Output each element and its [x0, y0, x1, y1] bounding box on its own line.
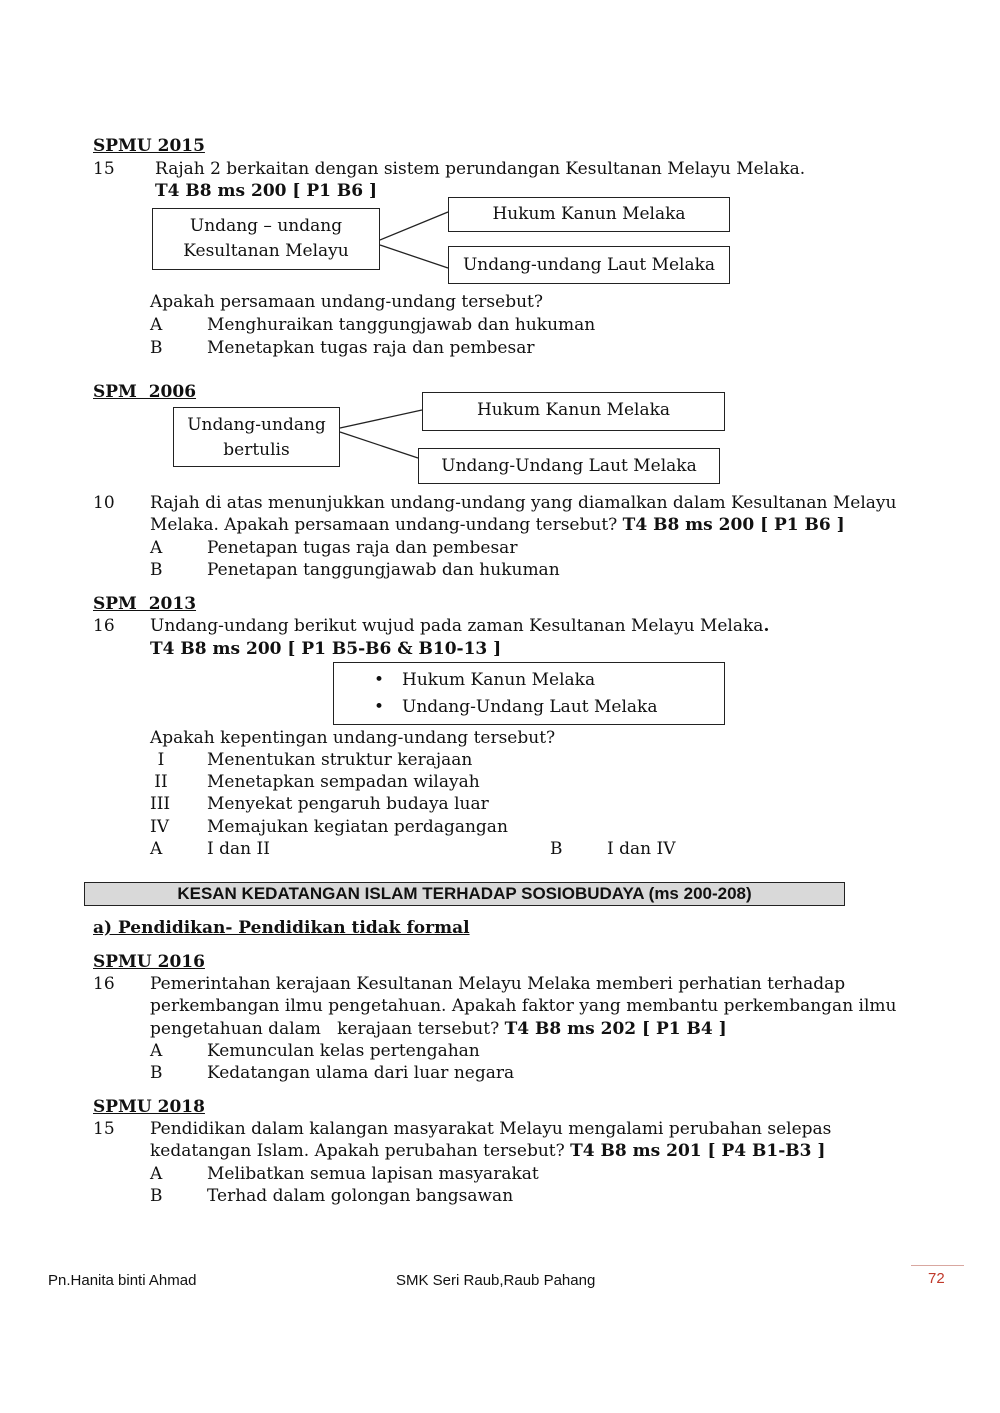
option-letter: A [150, 839, 163, 859]
question-stem-text: pengetahuan dalam kerajaan tersebut? [150, 1019, 500, 1039]
section-heading-spmu-2016: SPMU 2016 [93, 952, 205, 972]
question-stem-line3 [150, 1018, 727, 1040]
bullet-list-box [333, 662, 725, 725]
textbook-reference: T4 B8 ms 201 [ P4 B1-B3 ] [570, 1141, 826, 1161]
question-stem-line2 [150, 1140, 825, 1162]
option-text: Terhad dalam golongan bangsawan [207, 1186, 514, 1206]
question-stem-line1: Pemerintahan kerajaan Kesultanan Melayu Melaka memberi perhatian terhadap [150, 974, 846, 994]
option-text: Menghuraikan tanggungjawab dan hukuman [207, 315, 596, 335]
list-item: • Undang-Undang Laut Melaka [334, 694, 724, 721]
question-stem-text: Melaka. Apakah persamaan undang-undang tersebut? [150, 515, 618, 535]
statement-numeral: III [150, 794, 171, 814]
option-letter: A [150, 538, 163, 558]
list-item: • Hukum Kanun Melaka [334, 667, 724, 694]
textbook-reference: T4 B8 ms 200 [ P1 B6 ] [155, 181, 378, 201]
option-letter: A [150, 1164, 163, 1184]
option-text: I dan IV [607, 839, 676, 859]
question-number: 15 [93, 159, 115, 179]
section-heading-spmu-2015: SPMU 2015 [93, 136, 205, 156]
option-text: Melibatkan semua lapisan masyarakat [207, 1164, 539, 1184]
page-number-rule [911, 1265, 964, 1266]
question-stem [150, 615, 769, 637]
statement-text: Memajukan kegiatan perdagangan [207, 817, 508, 837]
diagram-left-line1: Undang-undang [187, 415, 326, 435]
question-stem-line1: Rajah di atas menunjukkan undang-undang yang diamalkan dalam Kesultanan Melayu [150, 493, 897, 513]
question-number: 16 [93, 974, 115, 994]
diagram-right-bottom-box: Undang-Undang Laut Melaka [418, 448, 720, 484]
footer-author: Pn.Hanita binti Ahmad [48, 1272, 197, 1289]
diagram-right-bottom-box: Undang-undang Laut Melaka [448, 246, 730, 284]
diagram-left-box [173, 407, 340, 467]
diagram-right-top-box: Hukum Kanun Melaka [448, 197, 730, 232]
subsection-title: a) Pendidikan- Pendidikan tidak formal [93, 918, 470, 938]
textbook-reference: T4 B8 ms 200 [ P1 B5-B6 & B10-13 ] [150, 639, 502, 659]
question-stem-text: kedatangan Islam. Apakah perubahan tersebut? [150, 1141, 565, 1161]
statement-text: Menyekat pengaruh budaya luar [207, 794, 489, 814]
question-stem-line2: perkembangan ilmu pengetahuan. Apakah faktor yang membantu perkembangan ilmu [150, 996, 897, 1016]
question-prompt: Apakah kepentingan undang-undang tersebut? [150, 728, 556, 748]
statement-text: Menetapkan sempadan wilayah [207, 772, 480, 792]
question-stem: Rajah 2 berkaitan dengan sistem perundangan Kesultanan Melayu Melaka. [155, 159, 806, 179]
question-prompt: Apakah persamaan undang-undang tersebut? [150, 292, 543, 312]
option-letter: A [150, 315, 163, 335]
page-number: 72 [928, 1270, 945, 1287]
diagram-left-line2: bertulis [223, 440, 290, 460]
statement-numeral: II [154, 772, 168, 792]
section-heading-spm-2006: SPM 2006 [93, 382, 197, 402]
option-text: Penetapan tugas raja dan pembesar [207, 538, 518, 558]
option-letter: A [150, 1041, 163, 1061]
option-letter: B [550, 839, 563, 859]
question-stem-period: . [763, 616, 770, 636]
footer-school: SMK Seri Raub,Raub Pahang [396, 1272, 596, 1289]
diagram-left-line2: Kesultanan Melayu [183, 241, 349, 261]
option-letter: B [150, 338, 163, 358]
option-text: Kemunculan kelas pertengahan [207, 1041, 480, 1061]
textbook-reference: T4 B8 ms 202 [ P1 B4 ] [504, 1019, 727, 1039]
statement-numeral: I [157, 750, 165, 770]
option-text: Menetapkan tugas raja dan pembesar [207, 338, 535, 358]
statement-numeral: IV [150, 817, 169, 837]
question-stem-line1: Pendidikan dalam kalangan masyarakat Melayu mengalami perubahan selepas [150, 1119, 832, 1139]
question-number: 15 [93, 1119, 115, 1139]
statement-text: Menentukan struktur kerajaan [207, 750, 473, 770]
section-title-band: KESAN KEDATANGAN ISLAM TERHADAP SOSIOBUDAYA (ms 200-208) [84, 882, 845, 906]
option-text: I dan II [207, 839, 270, 859]
option-letter: B [150, 1063, 163, 1083]
option-text: Penetapan tanggungjawab dan hukuman [207, 560, 560, 580]
question-stem-text: Undang-undang berikut wujud pada zaman Kesultanan Melayu Melaka [150, 616, 764, 636]
option-letter: B [150, 560, 163, 580]
section-heading-spmu-2018: SPMU 2018 [93, 1097, 205, 1117]
section-heading-spm-2013: SPM 2013 [93, 594, 197, 614]
question-stem-line2 [150, 514, 845, 536]
diagram-left-box [152, 208, 380, 270]
diagram-left-line1: Undang – undang [189, 216, 343, 236]
option-letter: B [150, 1186, 163, 1206]
question-number: 16 [93, 616, 115, 636]
diagram-right-top-box: Hukum Kanun Melaka [422, 392, 725, 431]
option-text: Kedatangan ulama dari luar negara [207, 1063, 515, 1083]
textbook-reference: T4 B8 ms 200 [ P1 B6 ] [622, 515, 845, 535]
question-number: 10 [93, 493, 115, 513]
